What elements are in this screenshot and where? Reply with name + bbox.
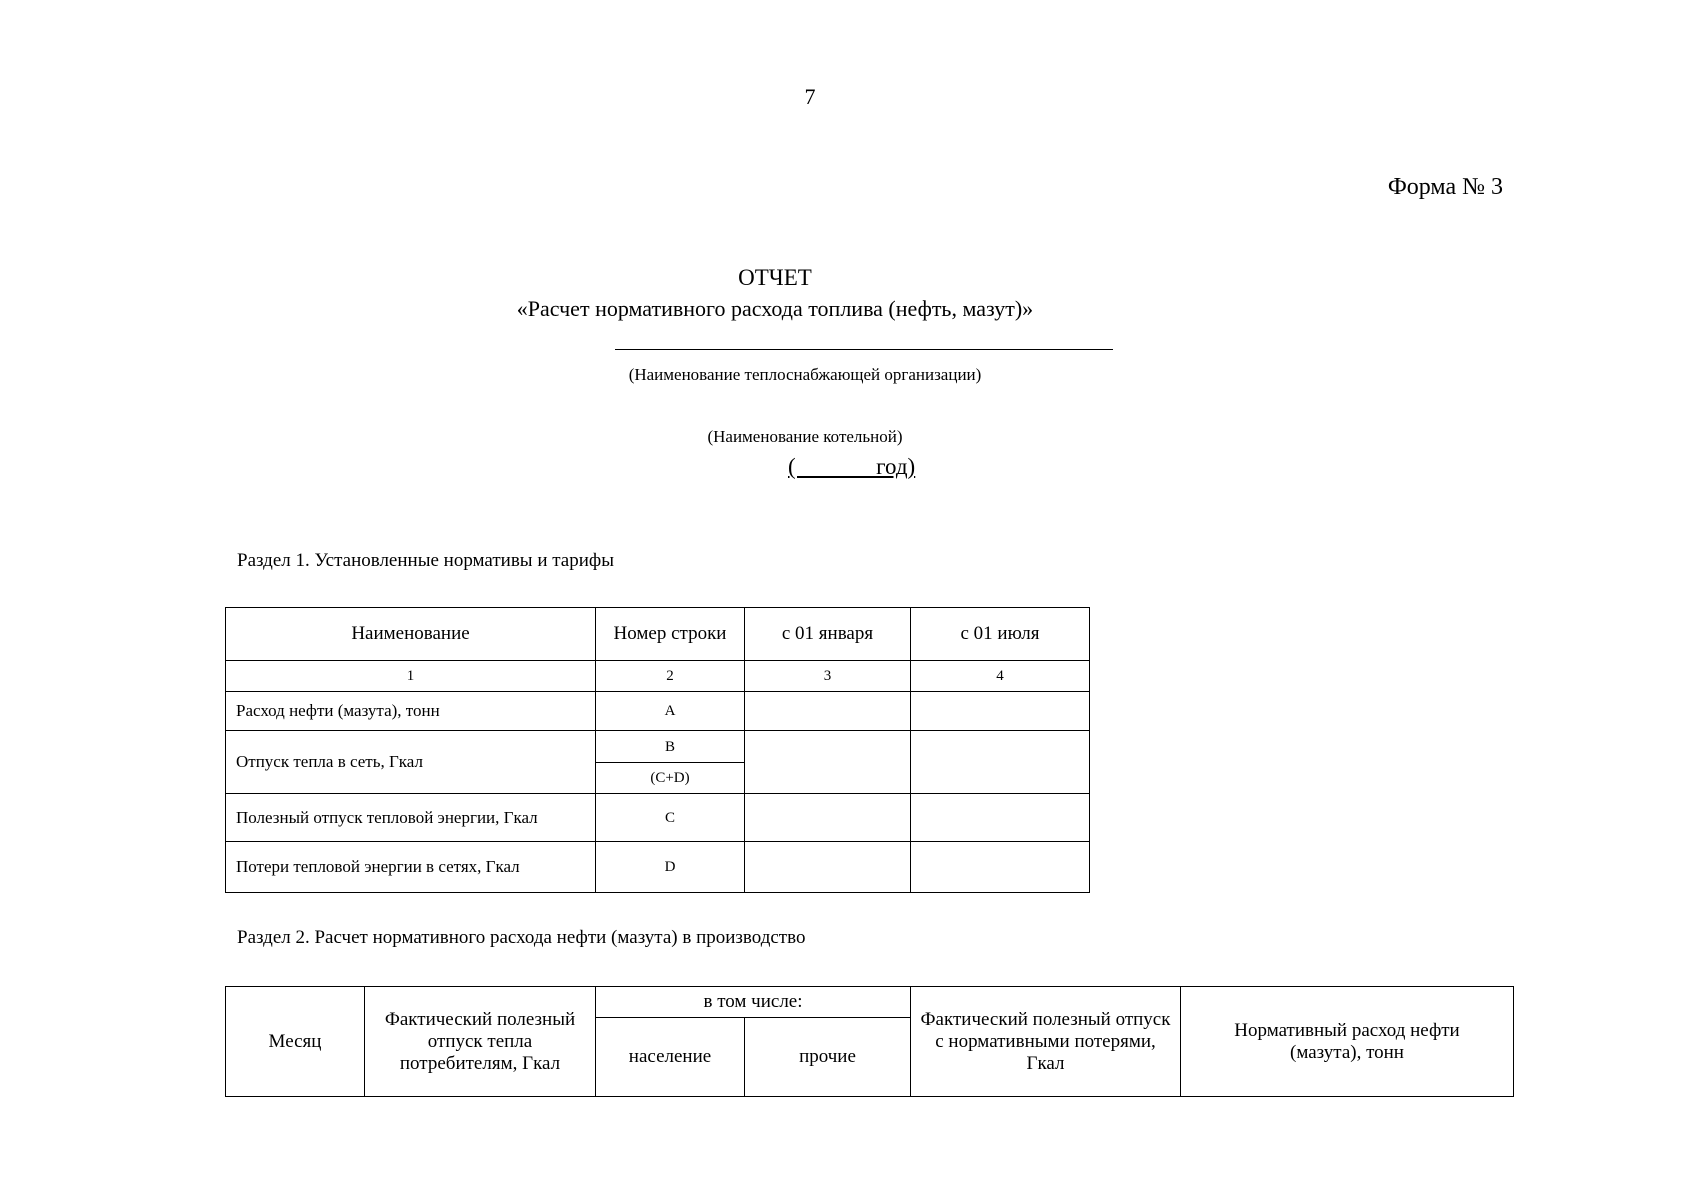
- header-row-number: Номер строки: [596, 608, 745, 661]
- row-code: D: [596, 842, 745, 893]
- boiler-name-caption: (Наименование котельной): [707, 427, 903, 446]
- row-name: Потери тепловой энергии в сетях, Гкал: [226, 842, 596, 893]
- header-name: Наименование: [226, 608, 596, 661]
- value-cell: [745, 692, 911, 731]
- org-name-caption: (Наименование теплоснабжающей организации): [628, 365, 982, 384]
- value-cell: [745, 794, 911, 842]
- section1-title: Раздел 1. Установленные нормативы и тарифы: [237, 550, 614, 571]
- value-cell: [911, 731, 1090, 794]
- header-month: Месяц: [226, 987, 365, 1097]
- header-actual-with-losses: Фактический полезный отпуск с нормативными потерями, Гкал: [911, 987, 1181, 1097]
- header-actual-supply: Фактический полезный отпуск тепла потребителям, Гкал: [365, 987, 596, 1097]
- year-field: ( год): [788, 454, 916, 479]
- row-name: Отпуск тепла в сеть, Гкал: [226, 731, 596, 794]
- column-number: 1: [226, 661, 596, 692]
- row-name: Полезный отпуск тепловой энергии, Гкал: [226, 794, 596, 842]
- report-subtitle: «Расчет нормативного расхода топлива (нефть, мазут)»: [516, 296, 1034, 321]
- header-population: население: [596, 1018, 745, 1097]
- value-cell: [911, 842, 1090, 893]
- header-including: в том числе:: [596, 987, 911, 1018]
- value-cell: [911, 794, 1090, 842]
- row-code: C: [596, 794, 745, 842]
- value-cell: [745, 731, 911, 794]
- form-number: Форма № 3: [1387, 174, 1503, 200]
- table-row: [226, 731, 1090, 763]
- value-cell: [745, 842, 911, 893]
- row-code-formula: (C+D): [596, 763, 745, 794]
- section2-title: Раздел 2. Расчет нормативного расхода нефти (мазута) в производство: [237, 927, 806, 948]
- header-from-july: с 01 июля: [911, 608, 1090, 661]
- header-from-january: с 01 января: [745, 608, 911, 661]
- table-row: [226, 692, 1090, 731]
- consumption-table: [225, 986, 1514, 1097]
- table-row: [226, 842, 1090, 893]
- header-normative-consumption: Нормативный расход нефти (мазута), тонн: [1181, 987, 1514, 1097]
- column-number: 4: [911, 661, 1090, 692]
- row-code: A: [596, 692, 745, 731]
- row-name: Расход нефти (мазута), тонн: [226, 692, 596, 731]
- org-name-line: [615, 349, 1113, 350]
- norms-table: [225, 607, 1090, 893]
- column-number: 2: [596, 661, 745, 692]
- value-cell: [911, 692, 1090, 731]
- column-number: 3: [745, 661, 911, 692]
- table-row: [226, 794, 1090, 842]
- header-other: прочие: [745, 1018, 911, 1097]
- row-code: B: [596, 731, 745, 763]
- report-title: ОТЧЕТ: [738, 265, 812, 290]
- page-number: 7: [804, 84, 816, 109]
